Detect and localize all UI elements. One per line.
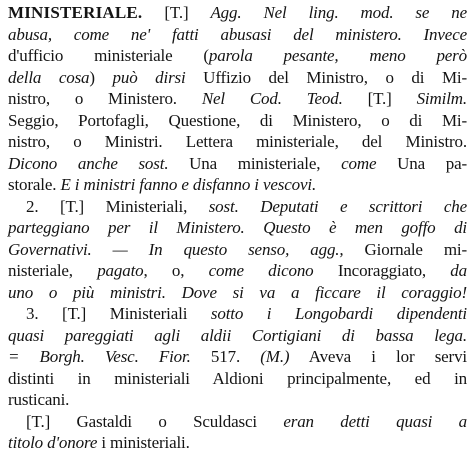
text-line xyxy=(8,411,467,433)
italic-text: pagato xyxy=(97,261,144,280)
italic-text: Governativi. — In questo senso, agg., xyxy=(8,239,344,259)
italic-text: = Borgh. Vesc. Fior. xyxy=(8,347,191,366)
text-line xyxy=(8,368,467,390)
roman-text: nistro, o Ministero. xyxy=(8,89,202,108)
italic-text: della cosa xyxy=(8,67,90,87)
roman-text: Giornale mi- xyxy=(343,239,467,259)
roman-text: Uffizio del Ministro, o di Mi- xyxy=(185,67,467,87)
italic-text: Nel Cod. Teod. xyxy=(201,89,343,108)
italic-text: Similm. xyxy=(416,89,468,108)
text-line xyxy=(8,282,467,304)
italic-text: quasi pareggiati agli aldii Cortigiani di bassa lega. xyxy=(8,325,467,345)
italic-text: E i ministri fanno e disfanno i vescovi. xyxy=(60,175,317,194)
text-line xyxy=(8,260,467,282)
roman-text: Seggio, Portofagli, Questione, di Ministero, o di Mi- xyxy=(8,110,467,130)
italic-text: sost. Deputati e scrittori che xyxy=(208,196,467,216)
italic-text: parteggiano per il Ministero. Questo è men goffo di xyxy=(8,218,467,237)
roman-text: [T.] xyxy=(142,3,211,22)
roman-text: distinti in ministeriali Aldioni principalmente, ed in xyxy=(8,368,467,388)
italic-text: Dicono anche sost. xyxy=(8,153,169,173)
roman-text: [T.] Gastaldi o Sculdasci xyxy=(26,411,284,431)
roman-text: Una ministeriale, xyxy=(168,153,342,173)
text-line xyxy=(8,303,467,325)
italic-text: sotto i Longobardi dipendenti xyxy=(210,304,467,323)
roman-text: rusticani. xyxy=(8,390,70,409)
italic-text: uno o più ministri. Dove si va a ficcare il coraggio! xyxy=(8,282,467,302)
text-line xyxy=(8,325,467,347)
text-line xyxy=(8,2,467,24)
italic-text: eran detti quasi a xyxy=(283,411,468,431)
text-line xyxy=(8,174,316,196)
italic-text: può dirsi xyxy=(112,67,186,87)
roman-text: 2. [T.] Ministeriali, xyxy=(26,196,209,216)
roman-text: [T.] xyxy=(342,89,417,108)
text-line xyxy=(8,110,467,132)
italic-text: come xyxy=(341,153,377,173)
roman-text: 517. xyxy=(190,347,261,366)
text-line xyxy=(8,196,467,218)
roman-text: 3. [T.] Ministeriali xyxy=(26,304,211,323)
roman-text: ) xyxy=(89,67,113,87)
italic-text: (M.) xyxy=(260,347,290,366)
text-line xyxy=(8,131,467,153)
text-line xyxy=(8,67,467,89)
roman-text: nistro, o Ministri. Lettera ministeriale, del Ministro. xyxy=(8,132,467,151)
headword: MINISTERIALE. xyxy=(8,3,143,22)
roman-text: Una pa- xyxy=(376,153,467,173)
roman-text: i ministeriali. xyxy=(97,433,190,452)
roman-text: Aveva i lor servi xyxy=(289,347,467,366)
roman-text: Incoraggiato, xyxy=(313,261,451,280)
text-line xyxy=(8,217,467,239)
italic-text: come dicono xyxy=(208,261,314,280)
text-line xyxy=(8,239,467,261)
italic-text: da xyxy=(450,261,467,280)
text-line xyxy=(8,88,467,110)
text-line xyxy=(8,24,467,46)
italic-text: Agg. Nel ling. mod. se ne xyxy=(210,3,468,22)
text-line xyxy=(8,45,467,67)
text-line xyxy=(8,389,69,411)
text-line xyxy=(8,346,467,368)
italic-text: parola pesante, meno però xyxy=(208,46,468,65)
roman-text: storale. xyxy=(8,175,61,194)
italic-text: titolo d'onore xyxy=(8,433,98,452)
italic-text: abusa, come ne' fatti abusasi del ministero. Invece xyxy=(8,24,467,44)
roman-text: , o, xyxy=(143,261,209,280)
roman-text: d'ufficio ministeriale ( xyxy=(8,46,209,65)
text-line xyxy=(8,153,467,175)
roman-text: nisteriale, xyxy=(8,261,98,280)
